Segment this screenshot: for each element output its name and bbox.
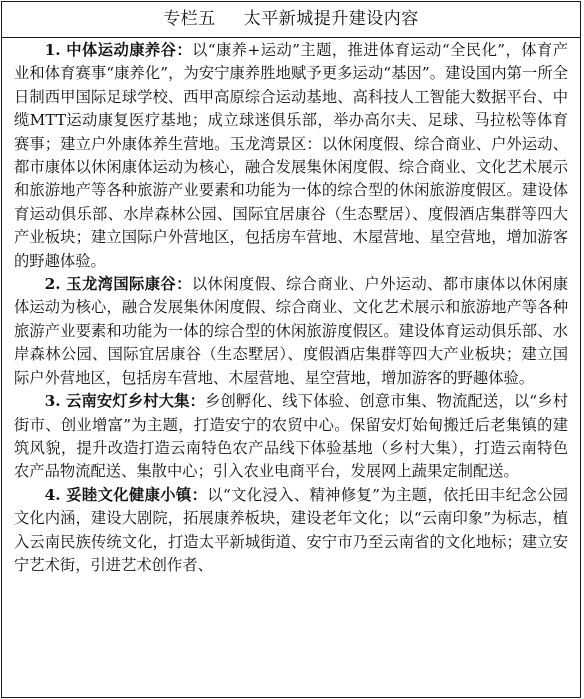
item-paragraph — [14, 273, 568, 390]
box-content — [2, 38, 580, 577]
item-heading: 1. 中体运动康养谷： — [44, 41, 193, 59]
item-paragraph — [14, 390, 568, 484]
item-text: 以“文化浸入、精神修复”为主题，依托田丰纪念公园文化内涵，建设大剧院，拓展康养板块，建设老年文化；以“云南印象”为标志，植入云南民族传统文化，打造太平新城街道、安宁市乃至云南省的文化地标；建立安宁艺术街，引进艺术创作者、 — [14, 485, 568, 574]
box-label: 专栏五 — [163, 9, 216, 29]
item-heading: 4. 妥睦文化健康小镇： — [44, 485, 208, 504]
item-text: 乡创孵化、线下体验、创意市集、物流配送，以“乡村街市、创业增富”为主题，打造安宁的农贸中心。保留安灯始甸搬迁后老集镇的建筑风貌，提升改造打造云南特色农产品线下体验基地（乡村大集），打造云南特色农产品物流配送、集散中心；引入农业电商平台，发展网上蔬果定制配送。 — [14, 392, 568, 481]
item-paragraph — [14, 484, 568, 578]
item-heading: 2. 玉龙湾国际康谷： — [44, 275, 192, 294]
item-text: 以“康养+运动”主题，推进体育运动“全民化”，体育产业和体育赛事“康养化”，为安宁康养胜地赋予更多运动“基因”。建设国内第一所全日制西甲国际足球学校、西甲高原综合运动基地、高科技人工智能大数据平台、中缆MTT运动康复医疗基地；成立球迷俱乐部，举办高尔夫、足球、马拉松等体育赛事；建立户外康体养生营地。玉龙湾景区：以休闲度假、综合商业、户外运动、都市康体以休闲康体运动为核心，融合发展集休闲度假、综合商业、文化艺术展示和旅游地产等各种旅游产业要素和功能为一体的综合型的休闲旅游度假区。建设体育运动俱乐部、水岸森林公园、国际宜居康谷（生态墅居）、度假酒店集群等四大产业板块；建立国际户外营地区，包括房车营地、木屋营地、星空营地，增加游客的野趣体验。 — [14, 41, 568, 270]
item-heading: 3. 云南安灯乡村大集： — [44, 392, 206, 411]
box-title — [2, 2, 580, 38]
item-paragraph — [14, 39, 568, 273]
item-text: 以休闲度假、综合商业、户外运动、都市康体以休闲康体运动为核心，融合发展集休闲度假、综合商业、文化艺术展示和旅游地产等各种旅游产业要素和功能为一体的综合型的休闲旅游度假区。建设体育运动俱乐部、水岸森林公园、国际宜居康谷（生态墅居）、度假酒店集群等四大产业板块；建立国际户外营地区，包括房车营地、木屋营地、星空营地，增加游客的野趣体验。 — [14, 275, 568, 387]
column-box — [1, 1, 581, 698]
box-title-text: 太平新城提升建设内容 — [243, 9, 419, 29]
